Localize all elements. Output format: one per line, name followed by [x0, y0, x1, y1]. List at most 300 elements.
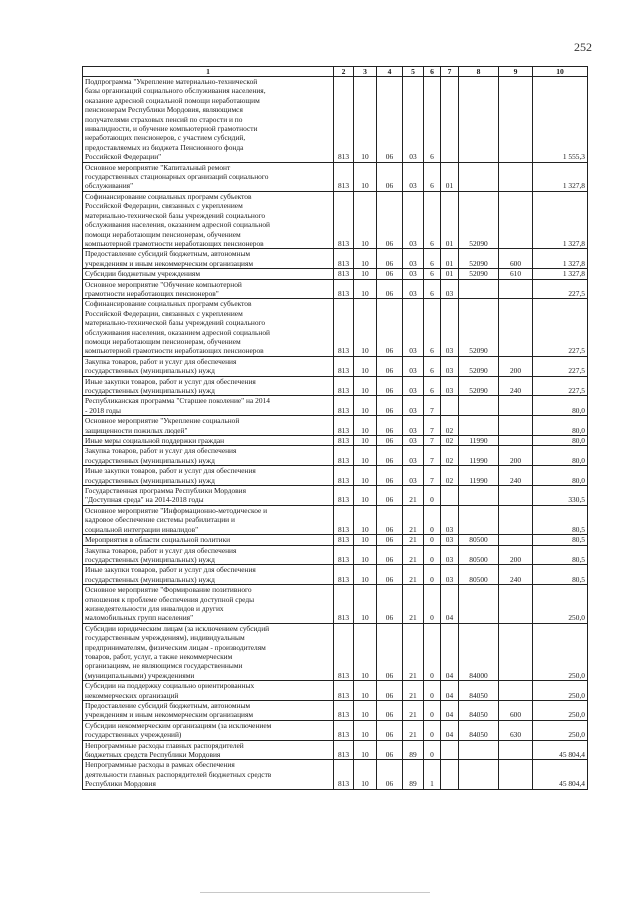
expense-name-cell	[83, 436, 334, 446]
section-code-cell: 10	[354, 446, 377, 466]
subsection-code-cell: 06	[377, 740, 403, 760]
expense-name-line: государственных учреждений)	[85, 730, 182, 740]
expense-name-line: государственных (муниципальных) нужд	[85, 366, 215, 376]
expense-name-line: Софинансирование социальных программ субъектов	[85, 299, 252, 309]
table-row	[83, 376, 588, 396]
direction-code-cell: 80500	[459, 545, 499, 565]
expense-name-line: неработающих пенсионеров, с участием субсидий,	[85, 133, 246, 143]
program-code-cell: 21	[403, 565, 424, 585]
subsection-code-cell: 06	[377, 356, 403, 376]
expense-name-line: жизнедеятельности для инвалидов и других	[85, 603, 224, 613]
amount-cell: 80,5	[533, 545, 588, 565]
expense-type-cell	[499, 191, 533, 248]
ministry-code-cell: 813	[334, 446, 354, 466]
expense-name-line: компьютерной грамотности неработающих пенсионеров	[85, 346, 264, 356]
column-header: 1	[83, 67, 334, 77]
subprogram-code-cell: 6	[424, 356, 441, 376]
expense-type-cell: 240	[499, 466, 533, 486]
activity-code-cell: 01	[441, 269, 459, 279]
column-header: 3	[354, 67, 377, 77]
expense-type-cell: 600	[499, 249, 533, 269]
direction-code-cell	[459, 740, 499, 760]
program-code-cell: 03	[403, 436, 424, 446]
ministry-code-cell: 813	[334, 299, 354, 356]
ministry-code-cell: 813	[334, 269, 354, 279]
expense-name-line: государственных стационарных организаций социального	[85, 172, 269, 182]
expense-type-cell	[499, 299, 533, 356]
program-code-cell: 03	[403, 396, 424, 416]
program-code-cell: 03	[403, 269, 424, 279]
expense-name-line: Закупка товаров, работ и услуг для обеспечения	[85, 446, 237, 456]
expense-name-line: "Доступная среда" на 2014-2018 годы	[85, 495, 204, 505]
activity-code-cell	[441, 486, 459, 506]
expense-type-cell	[499, 740, 533, 760]
section-code-cell: 10	[354, 436, 377, 446]
amount-cell: 80,0	[533, 416, 588, 436]
expense-name-line: Основное мероприятие "Капитальный ремонт	[85, 162, 231, 172]
subprogram-code-cell: 0	[424, 585, 441, 624]
activity-code-cell: 03	[441, 376, 459, 396]
expense-name-line: организациям, не являющимся государственными	[85, 661, 243, 671]
program-code-cell: 21	[403, 585, 424, 624]
table-row	[83, 720, 588, 740]
expense-name-line: материально-технической базы учреждений социального	[85, 210, 266, 220]
expense-name-line: Непрограммные расходы в рамках обеспечения	[85, 760, 235, 770]
activity-code-cell	[441, 760, 459, 789]
section-code-cell: 10	[354, 565, 377, 585]
expense-name-line: Закупка товаров, работ и услуг для обеспечения	[85, 545, 237, 555]
program-code-cell: 03	[403, 249, 424, 269]
direction-code-cell	[459, 505, 499, 534]
program-code-cell: 89	[403, 760, 424, 789]
program-code-cell: 21	[403, 486, 424, 506]
table-row	[83, 436, 588, 446]
ministry-code-cell: 813	[334, 162, 354, 191]
amount-cell: 80,5	[533, 565, 588, 585]
direction-code-cell: 52090	[459, 376, 499, 396]
subprogram-code-cell: 0	[424, 565, 441, 585]
table-row	[83, 356, 588, 376]
amount-cell: 1 327,8	[533, 162, 588, 191]
subsection-code-cell: 06	[377, 720, 403, 740]
direction-code-cell	[459, 77, 499, 163]
direction-code-cell	[459, 486, 499, 506]
expense-type-cell	[499, 535, 533, 545]
section-code-cell: 10	[354, 545, 377, 565]
ministry-code-cell: 813	[334, 681, 354, 701]
expense-name-line: Российской Федерации, связанных с укреплением	[85, 308, 243, 318]
subprogram-code-cell: 0	[424, 486, 441, 506]
subsection-code-cell: 06	[377, 279, 403, 299]
subsection-code-cell: 06	[377, 681, 403, 701]
section-code-cell: 10	[354, 681, 377, 701]
direction-code-cell	[459, 416, 499, 436]
column-header: 10	[533, 67, 588, 77]
expense-name-cell	[83, 249, 334, 269]
ministry-code-cell: 813	[334, 545, 354, 565]
amount-cell: 45 804,4	[533, 760, 588, 789]
section-code-cell: 10	[354, 623, 377, 680]
section-code-cell: 10	[354, 162, 377, 191]
amount-cell: 250,0	[533, 585, 588, 624]
expense-type-cell: 200	[499, 446, 533, 466]
column-header: 4	[377, 67, 403, 77]
subprogram-code-cell: 7	[424, 396, 441, 416]
expense-name-line: обслуживания населения, оказанием адресной социальной	[85, 220, 270, 230]
activity-code-cell: 04	[441, 681, 459, 701]
activity-code-cell: 01	[441, 249, 459, 269]
program-code-cell: 03	[403, 162, 424, 191]
subprogram-code-cell: 0	[424, 701, 441, 721]
subsection-code-cell: 06	[377, 545, 403, 565]
section-code-cell: 10	[354, 269, 377, 279]
expense-type-cell: 600	[499, 701, 533, 721]
amount-cell: 1 327,8	[533, 249, 588, 269]
expense-name-cell	[83, 486, 334, 506]
amount-cell: 250,0	[533, 701, 588, 721]
section-code-cell: 10	[354, 396, 377, 416]
subprogram-code-cell: 6	[424, 249, 441, 269]
expense-name-cell	[83, 356, 334, 376]
direction-code-cell: 84050	[459, 720, 499, 740]
table-row	[83, 191, 588, 248]
program-code-cell: 89	[403, 740, 424, 760]
subprogram-code-cell: 6	[424, 162, 441, 191]
direction-code-cell: 11990	[459, 436, 499, 446]
expense-name-line: пенсионерам Республики Мордовия, являющимся	[85, 105, 243, 115]
amount-cell: 250,0	[533, 681, 588, 701]
activity-code-cell: 03	[441, 356, 459, 376]
table-row	[83, 535, 588, 545]
subprogram-code-cell: 6	[424, 376, 441, 396]
section-code-cell: 10	[354, 279, 377, 299]
subprogram-code-cell: 7	[424, 416, 441, 436]
scan-artifact-line	[200, 892, 430, 893]
table-row	[83, 545, 588, 565]
subprogram-code-cell: 0	[424, 505, 441, 534]
amount-cell: 80,0	[533, 466, 588, 486]
expense-name-line: Иные меры социальной поддержки граждан	[85, 436, 225, 446]
expense-name-cell	[83, 701, 334, 721]
program-code-cell: 21	[403, 681, 424, 701]
program-code-cell: 21	[403, 545, 424, 565]
ministry-code-cell: 813	[334, 249, 354, 269]
expense-name-cell	[83, 376, 334, 396]
subsection-code-cell: 06	[377, 269, 403, 279]
section-code-cell: 10	[354, 466, 377, 486]
amount-cell: 80,0	[533, 396, 588, 416]
expense-name-line: базы организаций социального обслуживания населения,	[85, 86, 266, 96]
direction-code-cell: 52090	[459, 269, 499, 279]
program-code-cell: 21	[403, 535, 424, 545]
program-code-cell: 21	[403, 701, 424, 721]
subprogram-code-cell: 6	[424, 269, 441, 279]
column-header: 6	[424, 67, 441, 77]
activity-code-cell: 01	[441, 191, 459, 248]
table-row	[83, 701, 588, 721]
subprogram-code-cell: 6	[424, 77, 441, 163]
ministry-code-cell: 813	[334, 565, 354, 585]
subsection-code-cell: 06	[377, 565, 403, 585]
expense-name-line: отношения к проблеме обеспечения доступной среды	[85, 594, 255, 604]
amount-cell: 1 327,8	[533, 269, 588, 279]
column-header: 9	[499, 67, 533, 77]
activity-code-cell	[441, 396, 459, 416]
expense-name-line: Предоставление субсидий бюджетным, автономным	[85, 249, 251, 259]
expense-type-cell	[499, 416, 533, 436]
table-row	[83, 77, 588, 163]
table-row	[83, 279, 588, 299]
subprogram-code-cell: 0	[424, 681, 441, 701]
expense-name-line: грамотности неработающих пенсионеров"	[85, 288, 219, 298]
expense-name-line: государственных (муниципальных) нужд	[85, 554, 215, 564]
expense-name-line: инвалидности, и обучение компьютерной грамотности	[85, 124, 258, 134]
amount-cell: 227,5	[533, 356, 588, 376]
table-row	[83, 681, 588, 701]
table-row	[83, 416, 588, 436]
table-row	[83, 162, 588, 191]
expense-name-line: Субсидии юридическим лицам (за исключением субсидий	[85, 623, 270, 633]
expense-type-cell: 610	[499, 269, 533, 279]
expense-name-line: Основное мероприятие "Обучение компьютерной	[85, 279, 242, 289]
expense-name-cell	[83, 740, 334, 760]
expense-name-cell	[83, 681, 334, 701]
expense-type-cell: 200	[499, 356, 533, 376]
direction-code-cell	[459, 396, 499, 416]
table-row	[83, 565, 588, 585]
expense-name-cell	[83, 191, 334, 248]
expense-name-line: государственным учреждениям), индивидуальным	[85, 633, 245, 643]
expense-name-line: Субсидии бюджетным учреждениям	[85, 269, 201, 279]
subprogram-code-cell: 1	[424, 760, 441, 789]
activity-code-cell: 03	[441, 565, 459, 585]
subprogram-code-cell: 0	[424, 545, 441, 565]
ministry-code-cell: 813	[334, 376, 354, 396]
amount-cell: 330,5	[533, 486, 588, 506]
section-code-cell: 10	[354, 760, 377, 789]
subsection-code-cell: 06	[377, 191, 403, 248]
page-number: 252	[574, 40, 592, 54]
column-header: 2	[334, 67, 354, 77]
ministry-code-cell: 813	[334, 279, 354, 299]
section-code-cell: 10	[354, 720, 377, 740]
expense-name-line: учреждениям и иным некоммерческим организациям	[85, 710, 254, 720]
ministry-code-cell: 813	[334, 77, 354, 163]
subprogram-code-cell: 6	[424, 279, 441, 299]
expense-type-cell	[499, 505, 533, 534]
amount-cell: 80,0	[533, 446, 588, 466]
expense-name-cell	[83, 535, 334, 545]
table-row	[83, 486, 588, 506]
expense-type-cell	[499, 486, 533, 506]
expense-type-cell	[499, 77, 533, 163]
subsection-code-cell: 06	[377, 466, 403, 486]
section-code-cell: 10	[354, 740, 377, 760]
expense-name-cell	[83, 269, 334, 279]
expense-type-cell: 200	[499, 545, 533, 565]
activity-code-cell: 03	[441, 299, 459, 356]
subsection-code-cell: 06	[377, 162, 403, 191]
subsection-code-cell: 06	[377, 701, 403, 721]
amount-cell: 250,0	[533, 720, 588, 740]
table-row	[83, 299, 588, 356]
ministry-code-cell: 813	[334, 701, 354, 721]
subprogram-code-cell: 7	[424, 446, 441, 466]
direction-code-cell	[459, 162, 499, 191]
direction-code-cell: 84050	[459, 701, 499, 721]
expense-name-line: государственных (муниципальных) нужд	[85, 386, 215, 395]
expense-type-cell	[499, 162, 533, 191]
expense-type-cell: 240	[499, 565, 533, 585]
expense-name-line: государственных (муниципальных) нужд	[85, 455, 215, 465]
program-code-cell: 21	[403, 720, 424, 740]
program-code-cell: 03	[403, 466, 424, 486]
expense-name-line: Закупка товаров, работ и услуг для обеспечения	[85, 356, 237, 366]
expense-name-line: бюджетных средств Республики Мордовия	[85, 750, 221, 760]
ministry-code-cell: 813	[334, 466, 354, 486]
expense-name-line: (муниципальными) учреждениями	[85, 670, 195, 680]
expense-name-line: некоммерческих организаций	[85, 690, 179, 700]
expense-name-cell	[83, 416, 334, 436]
subsection-code-cell: 06	[377, 77, 403, 163]
activity-code-cell: 04	[441, 701, 459, 721]
program-code-cell: 03	[403, 299, 424, 356]
section-code-cell: 10	[354, 701, 377, 721]
direction-code-cell	[459, 585, 499, 624]
section-code-cell: 10	[354, 299, 377, 356]
ministry-code-cell: 813	[334, 760, 354, 789]
direction-code-cell: 84050	[459, 681, 499, 701]
section-code-cell: 10	[354, 505, 377, 534]
expense-name-line: Предоставление субсидий бюджетным, автономным	[85, 701, 251, 710]
activity-code-cell: 04	[441, 585, 459, 624]
section-code-cell: 10	[354, 249, 377, 269]
subsection-code-cell: 06	[377, 416, 403, 436]
subsection-code-cell: 06	[377, 505, 403, 534]
section-code-cell: 10	[354, 376, 377, 396]
expense-name-cell	[83, 720, 334, 740]
expense-name-cell	[83, 585, 334, 624]
column-header: 7	[441, 67, 459, 77]
activity-code-cell: 03	[441, 545, 459, 565]
subprogram-code-cell: 6	[424, 299, 441, 356]
expense-name-cell	[83, 446, 334, 466]
table-row	[83, 740, 588, 760]
table-row	[83, 446, 588, 466]
ministry-code-cell: 813	[334, 356, 354, 376]
activity-code-cell	[441, 77, 459, 163]
expense-name-line: Республиканская программа "Старшее поколение" на 2014	[85, 396, 270, 406]
activity-code-cell: 01	[441, 162, 459, 191]
ministry-code-cell: 813	[334, 436, 354, 446]
activity-code-cell	[441, 740, 459, 760]
program-code-cell: 03	[403, 446, 424, 466]
direction-code-cell: 80500	[459, 535, 499, 545]
subsection-code-cell: 06	[377, 623, 403, 680]
table-row	[83, 269, 588, 279]
expense-name-cell	[83, 466, 334, 486]
expense-name-line: Российской Федерации, связанных с укреплением	[85, 201, 243, 211]
amount-cell: 80,0	[533, 436, 588, 446]
column-header: 5	[403, 67, 424, 77]
amount-cell: 250,0	[533, 623, 588, 680]
expense-type-cell	[499, 760, 533, 789]
expense-name-line: Субсидии некоммерческим организациям (за исключением	[85, 720, 272, 730]
program-code-cell: 03	[403, 376, 424, 396]
expense-name-line: предоставляемых из бюджета Пенсионного фонда	[85, 142, 244, 152]
expense-name-line: учреждениям и иным некоммерческим организациям	[85, 258, 254, 268]
direction-code-cell: 11990	[459, 446, 499, 466]
expense-type-cell: 630	[499, 720, 533, 740]
subsection-code-cell: 06	[377, 376, 403, 396]
section-code-cell: 10	[354, 416, 377, 436]
ministry-code-cell: 813	[334, 585, 354, 624]
subprogram-code-cell: 6	[424, 191, 441, 248]
direction-code-cell: 52090	[459, 191, 499, 248]
expense-name-line: Российской Федерации"	[85, 152, 162, 162]
expense-name-line: Софинансирование социальных программ субъектов	[85, 191, 252, 201]
subsection-code-cell: 06	[377, 299, 403, 356]
expense-name-line: Субсидии на поддержку социально ориентированных	[85, 681, 255, 691]
subsection-code-cell: 06	[377, 249, 403, 269]
expense-name-cell	[83, 545, 334, 565]
section-code-cell: 10	[354, 77, 377, 163]
expense-name-line: Иные закупки товаров, работ и услуг для обеспечения	[85, 466, 256, 476]
expense-name-cell	[83, 565, 334, 585]
program-code-cell: 03	[403, 356, 424, 376]
direction-code-cell: 80500	[459, 565, 499, 585]
section-code-cell: 10	[354, 356, 377, 376]
program-code-cell: 03	[403, 279, 424, 299]
header-row	[83, 67, 588, 77]
expense-name-line: Мероприятия в области социальной политики	[85, 535, 231, 545]
amount-cell: 1 327,8	[533, 191, 588, 248]
subsection-code-cell: 06	[377, 585, 403, 624]
activity-code-cell: 02	[441, 446, 459, 466]
expense-name-line: обслуживания населения, оказанием адресной социальной	[85, 327, 270, 337]
expense-name-line: защищенности пожилых людей"	[85, 425, 188, 435]
subprogram-code-cell: 7	[424, 466, 441, 486]
expense-name-line: Основное мероприятие "Укрепление социальной	[85, 416, 240, 426]
direction-code-cell	[459, 279, 499, 299]
activity-code-cell: 03	[441, 505, 459, 534]
expense-name-line: Иные закупки товаров, работ и услуг для обеспечения	[85, 565, 256, 575]
amount-cell: 227,5	[533, 279, 588, 299]
expense-name-cell	[83, 396, 334, 416]
subprogram-code-cell: 0	[424, 740, 441, 760]
program-code-cell: 03	[403, 416, 424, 436]
expense-name-line: государственных (муниципальных) нужд	[85, 475, 215, 485]
expense-name-line: маломобильных групп населения"	[85, 613, 194, 623]
amount-cell: 80,5	[533, 505, 588, 534]
expense-type-cell	[499, 585, 533, 624]
expense-name-line: товаров, работ, услуг, а также некоммерческим	[85, 651, 233, 661]
section-code-cell: 10	[354, 585, 377, 624]
amount-cell: 227,5	[533, 299, 588, 356]
expense-name-line: оказание адресной социальной помощи неработающим	[85, 95, 260, 105]
budget-table	[82, 66, 588, 790]
expense-name-cell	[83, 77, 334, 163]
expense-name-line: обслуживания"	[85, 181, 134, 191]
table-row	[83, 505, 588, 534]
direction-code-cell: 52090	[459, 356, 499, 376]
subsection-code-cell: 06	[377, 760, 403, 789]
direction-code-cell: 52090	[459, 299, 499, 356]
table-row	[83, 466, 588, 486]
ministry-code-cell: 813	[334, 720, 354, 740]
expense-name-line: предпринимателям, физическим лицам - производителям	[85, 642, 266, 652]
ministry-code-cell: 813	[334, 623, 354, 680]
